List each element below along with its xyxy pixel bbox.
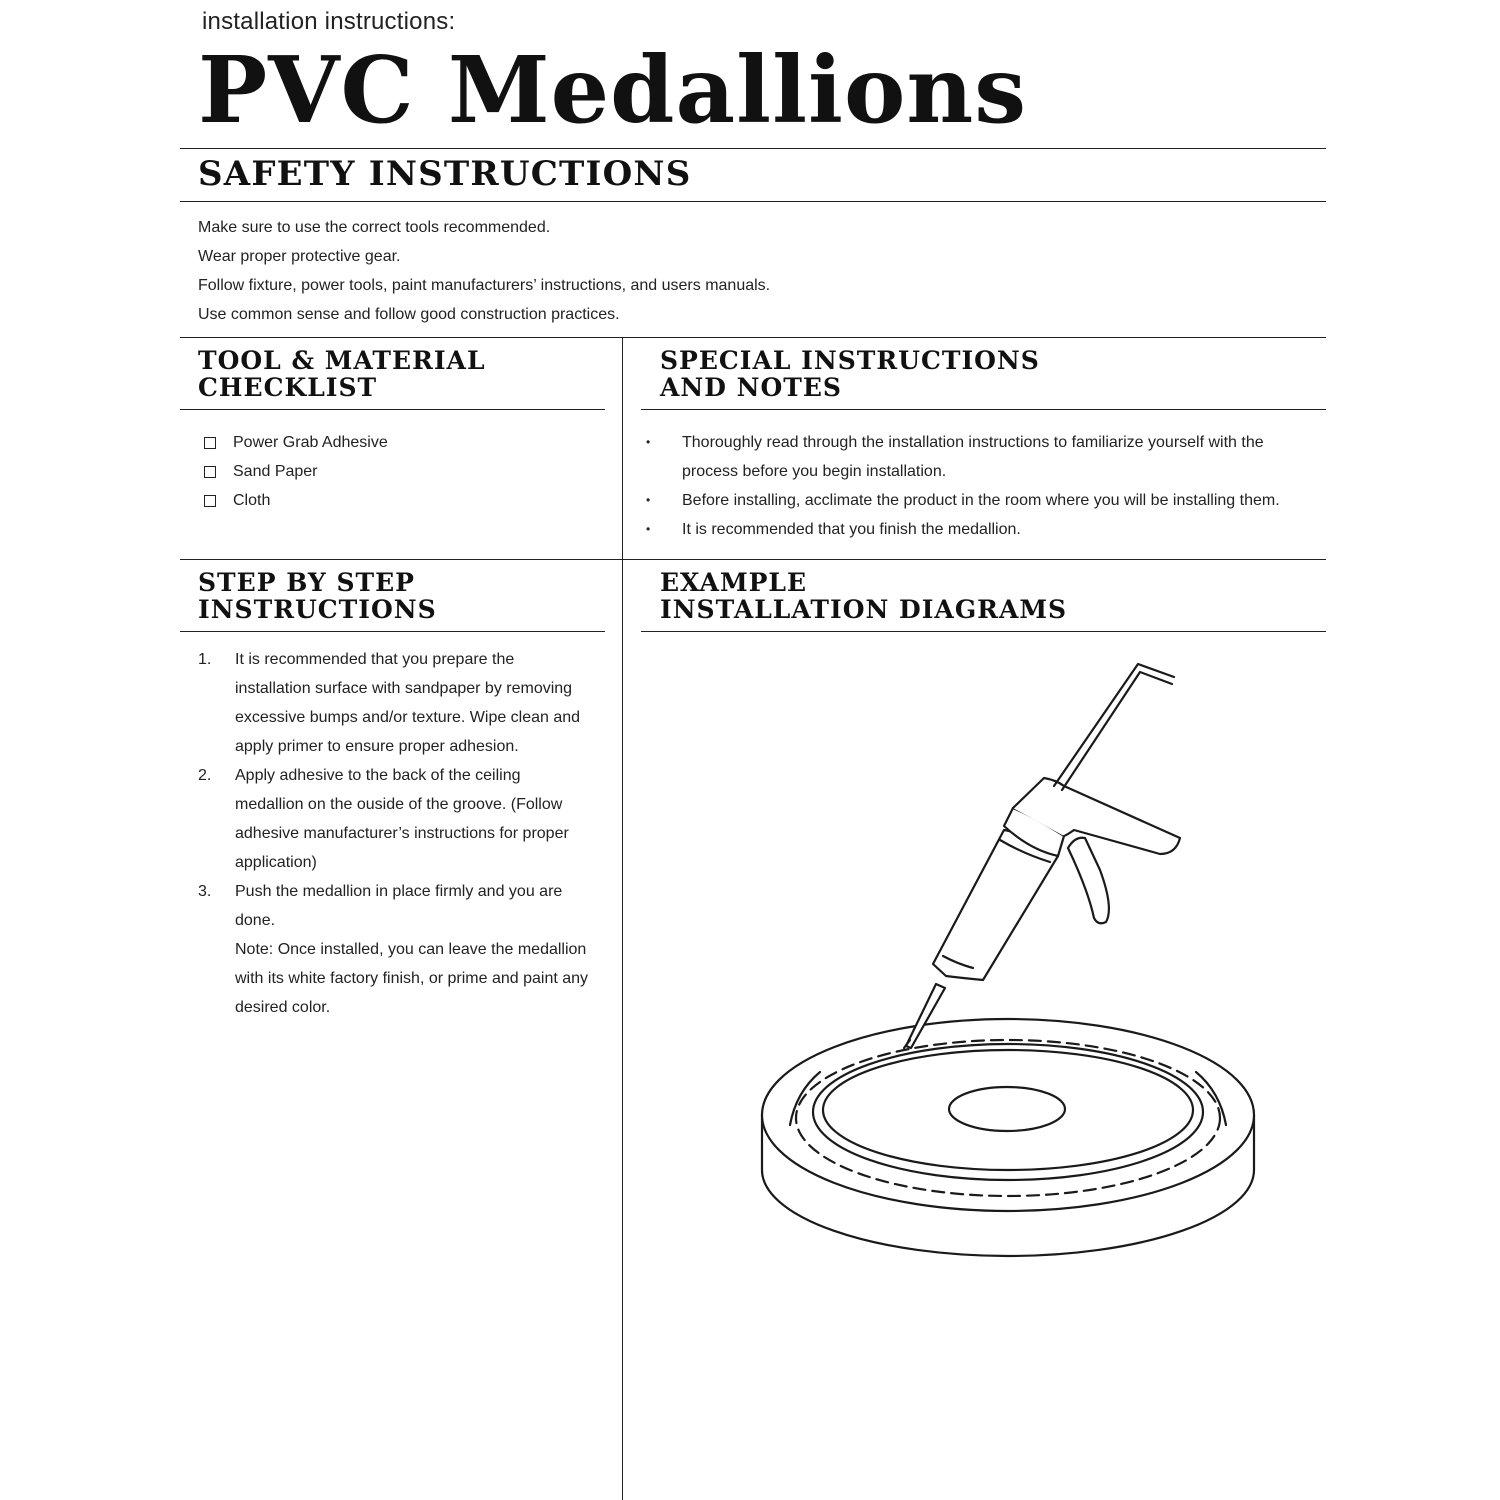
rule-under-notes-heading <box>641 409 1326 410</box>
diagrams-heading-line: EXAMPLE <box>660 568 808 597</box>
steps-heading-line: INSTRUCTIONS <box>198 595 437 624</box>
notes-heading <box>660 347 1040 401</box>
step-item <box>198 645 593 761</box>
note-item <box>642 428 1302 486</box>
note-text: Thoroughly read through the installation instructions to familiarize yourself with the process before you begin installation. <box>682 434 1264 480</box>
rule-under-checklist-row <box>180 559 1326 560</box>
document-subtitle: installation instructions: <box>202 8 456 35</box>
diagrams-heading-line: INSTALLATION DIAGRAMS <box>660 595 1068 624</box>
tool-checklist <box>197 428 388 515</box>
rule-under-steps-heading <box>180 631 605 632</box>
diagrams-heading <box>660 569 1067 623</box>
rule-under-checklist-heading <box>180 409 605 410</box>
steps-heading <box>198 569 437 623</box>
bullet-icon: • <box>646 522 651 536</box>
safety-heading: SAFETY INSTRUCTIONS <box>198 154 692 194</box>
document-title: PVC Medallions <box>198 36 1028 144</box>
step-number: 1. <box>198 651 212 668</box>
checkbox-icon[interactable] <box>204 466 216 478</box>
checkbox-icon[interactable] <box>204 495 216 507</box>
rule-under-diagrams-heading <box>641 631 1326 632</box>
step-item <box>198 877 593 1022</box>
notes-heading-line: AND NOTES <box>660 373 842 402</box>
step-text: Apply adhesive to the back of the ceiling medallion on the ouside of the groove. (Follow adhesive manufacturer’s instructions for proper application) <box>235 767 569 871</box>
steps-heading-line: STEP BY STEP <box>198 568 415 597</box>
safety-instructions <box>198 213 770 329</box>
bullet-icon: • <box>646 435 651 449</box>
checklist-heading <box>198 347 486 401</box>
caulk-gun-icon <box>904 664 1180 1048</box>
checkbox-icon[interactable] <box>204 437 216 449</box>
note-text: It is recommended that you finish the medallion. <box>682 521 1021 538</box>
bullet-icon: • <box>646 493 651 507</box>
checklist-item-label: Sand Paper <box>233 463 318 480</box>
step-text: It is recommended that you prepare the installation surface with sandpaper by removing excessive bumps and/or texture. Wipe clean and apply primer to ensure proper adhesion. <box>235 651 581 755</box>
medallion-icon <box>762 1019 1254 1256</box>
step-text: Push the medallion in place firmly and you are done. <box>235 883 563 929</box>
rule-under-safety <box>180 337 1326 338</box>
step-number: 2. <box>198 767 212 784</box>
step-note: Note: Once installed, you can leave the medallion with its white factory finish, or prime and paint any desired color. <box>235 941 589 1016</box>
note-item <box>642 515 1302 544</box>
checklist-item[interactable] <box>197 486 388 515</box>
notes-heading-line: SPECIAL INSTRUCTIONS <box>660 346 1040 375</box>
safety-line: Make sure to use the correct tools recommended. <box>198 219 551 236</box>
safety-line: Use common sense and follow good construction practices. <box>198 306 620 323</box>
checklist-item[interactable] <box>197 457 388 486</box>
rule-under-title <box>180 148 1326 149</box>
step-item <box>198 761 593 877</box>
special-notes-list <box>642 428 1302 544</box>
rule-under-safety-heading <box>180 201 1326 202</box>
checklist-heading-line: CHECKLIST <box>198 373 378 402</box>
column-divider <box>622 337 623 1500</box>
checklist-item-label: Cloth <box>233 492 271 509</box>
note-item <box>642 486 1302 515</box>
step-number: 3. <box>198 883 212 900</box>
safety-line: Follow fixture, power tools, paint manufacturers’ instructions, and users manuals. <box>198 277 771 294</box>
caulk-gun-medallion-diagram <box>750 650 1280 1270</box>
checklist-item[interactable] <box>197 428 388 457</box>
safety-line: Wear proper protective gear. <box>198 248 401 265</box>
checklist-item-label: Power Grab Adhesive <box>233 434 388 451</box>
checklist-heading-line: TOOL & MATERIAL <box>198 346 486 375</box>
note-text: Before installing, acclimate the product in the room where you will be installing them. <box>682 492 1280 509</box>
step-list <box>198 645 593 1022</box>
